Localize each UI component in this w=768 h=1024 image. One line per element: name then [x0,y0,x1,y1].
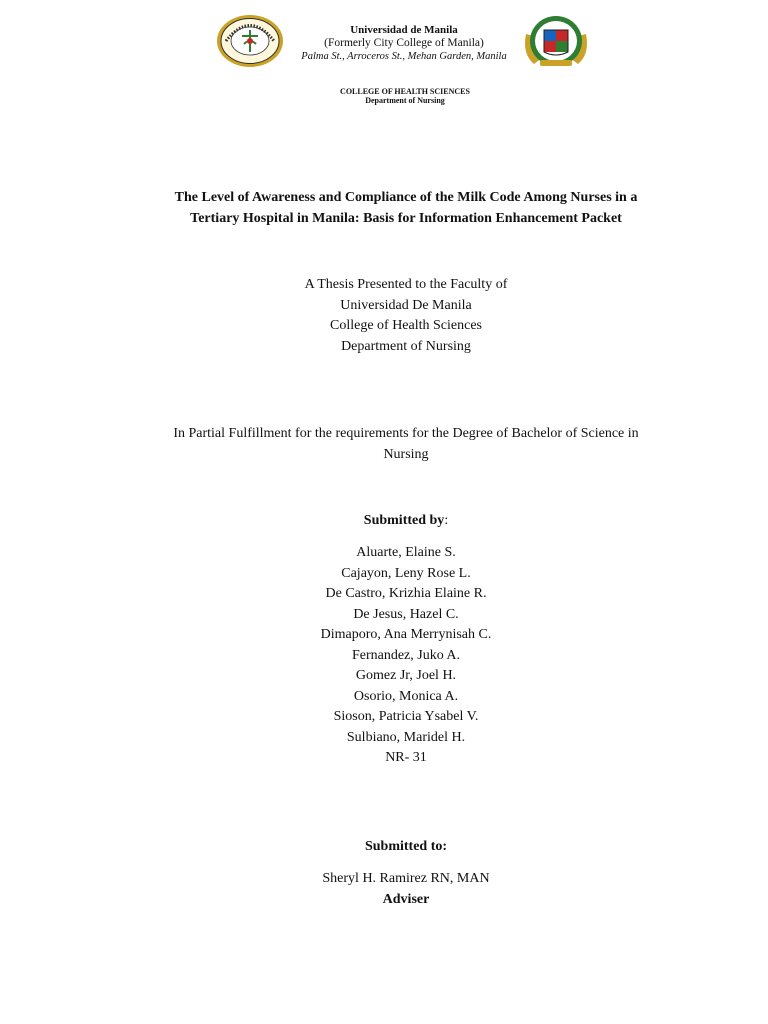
author-name: De Jesus, Hazel C. [353,606,459,622]
submitted-by-heading [0,511,768,531]
presented-line: College of Health Sciences [329,318,482,333]
university-address: Palma St., Arroceros St., Mehan Garden, Manila [301,51,507,62]
university-seal-logo [216,14,284,68]
adviser-block [0,869,768,910]
fulfillment-line: In Partial Fulfillment for the requirements for the Degree of Bachelor of Science in [173,426,639,441]
letterhead [0,12,768,105]
presented-line: Department of Nursing [341,338,471,354]
college-name: COLLEGE OF HEALTH SCIENCES [340,87,470,96]
university-name: Universidad de Manila [350,24,458,36]
fulfillment-statement [0,424,768,465]
submitted-to-heading: Submitted to: [364,839,448,854]
author-name: Cajayon, Leny Rose L. [341,565,471,581]
thesis-title-line: Tertiary Hospital in Manila: Basis for Information Enhancement Packet [190,211,622,226]
presented-line: Universidad De Manila [340,297,472,313]
author-list [0,543,768,769]
author-name: Aluarte, Elaine S. [356,545,456,560]
section-code: NR- 31 [385,750,427,765]
author-name: Sulbiano, Maridel H. [346,729,466,745]
adviser-role: Adviser [382,891,430,907]
thesis-title-line: The Level of Awareness and Compliance of the Milk Code Among Nurses in a [174,190,638,205]
presented-line: A Thesis Presented to the Faculty of [304,277,508,292]
adviser-name: Sheryl H. Ramirez RN, MAN [322,871,490,886]
author-name: Fernandez, Juko A. [351,647,461,663]
fulfillment-line: Nursing [383,446,429,462]
department-name: Department of Nursing [365,96,445,105]
thesis-title [0,187,768,229]
college-seal-logo [522,14,590,68]
author-name: Gomez Jr, Joel H. [355,668,457,683]
author-name: Sioson, Patricia Ysabel V. [333,709,479,724]
submitted-by-label: Submitted by [363,513,445,528]
submitted-by-colon: : [444,513,449,528]
author-name: De Castro, Krizhia Elaine R. [325,586,487,601]
former-name: (Formerly City College of Manila) [324,37,484,49]
author-name: Dimaporo, Ana Merrynisah C. [320,627,492,642]
presentation-statement [0,275,768,357]
author-name: Osorio, Monica A. [353,688,459,704]
